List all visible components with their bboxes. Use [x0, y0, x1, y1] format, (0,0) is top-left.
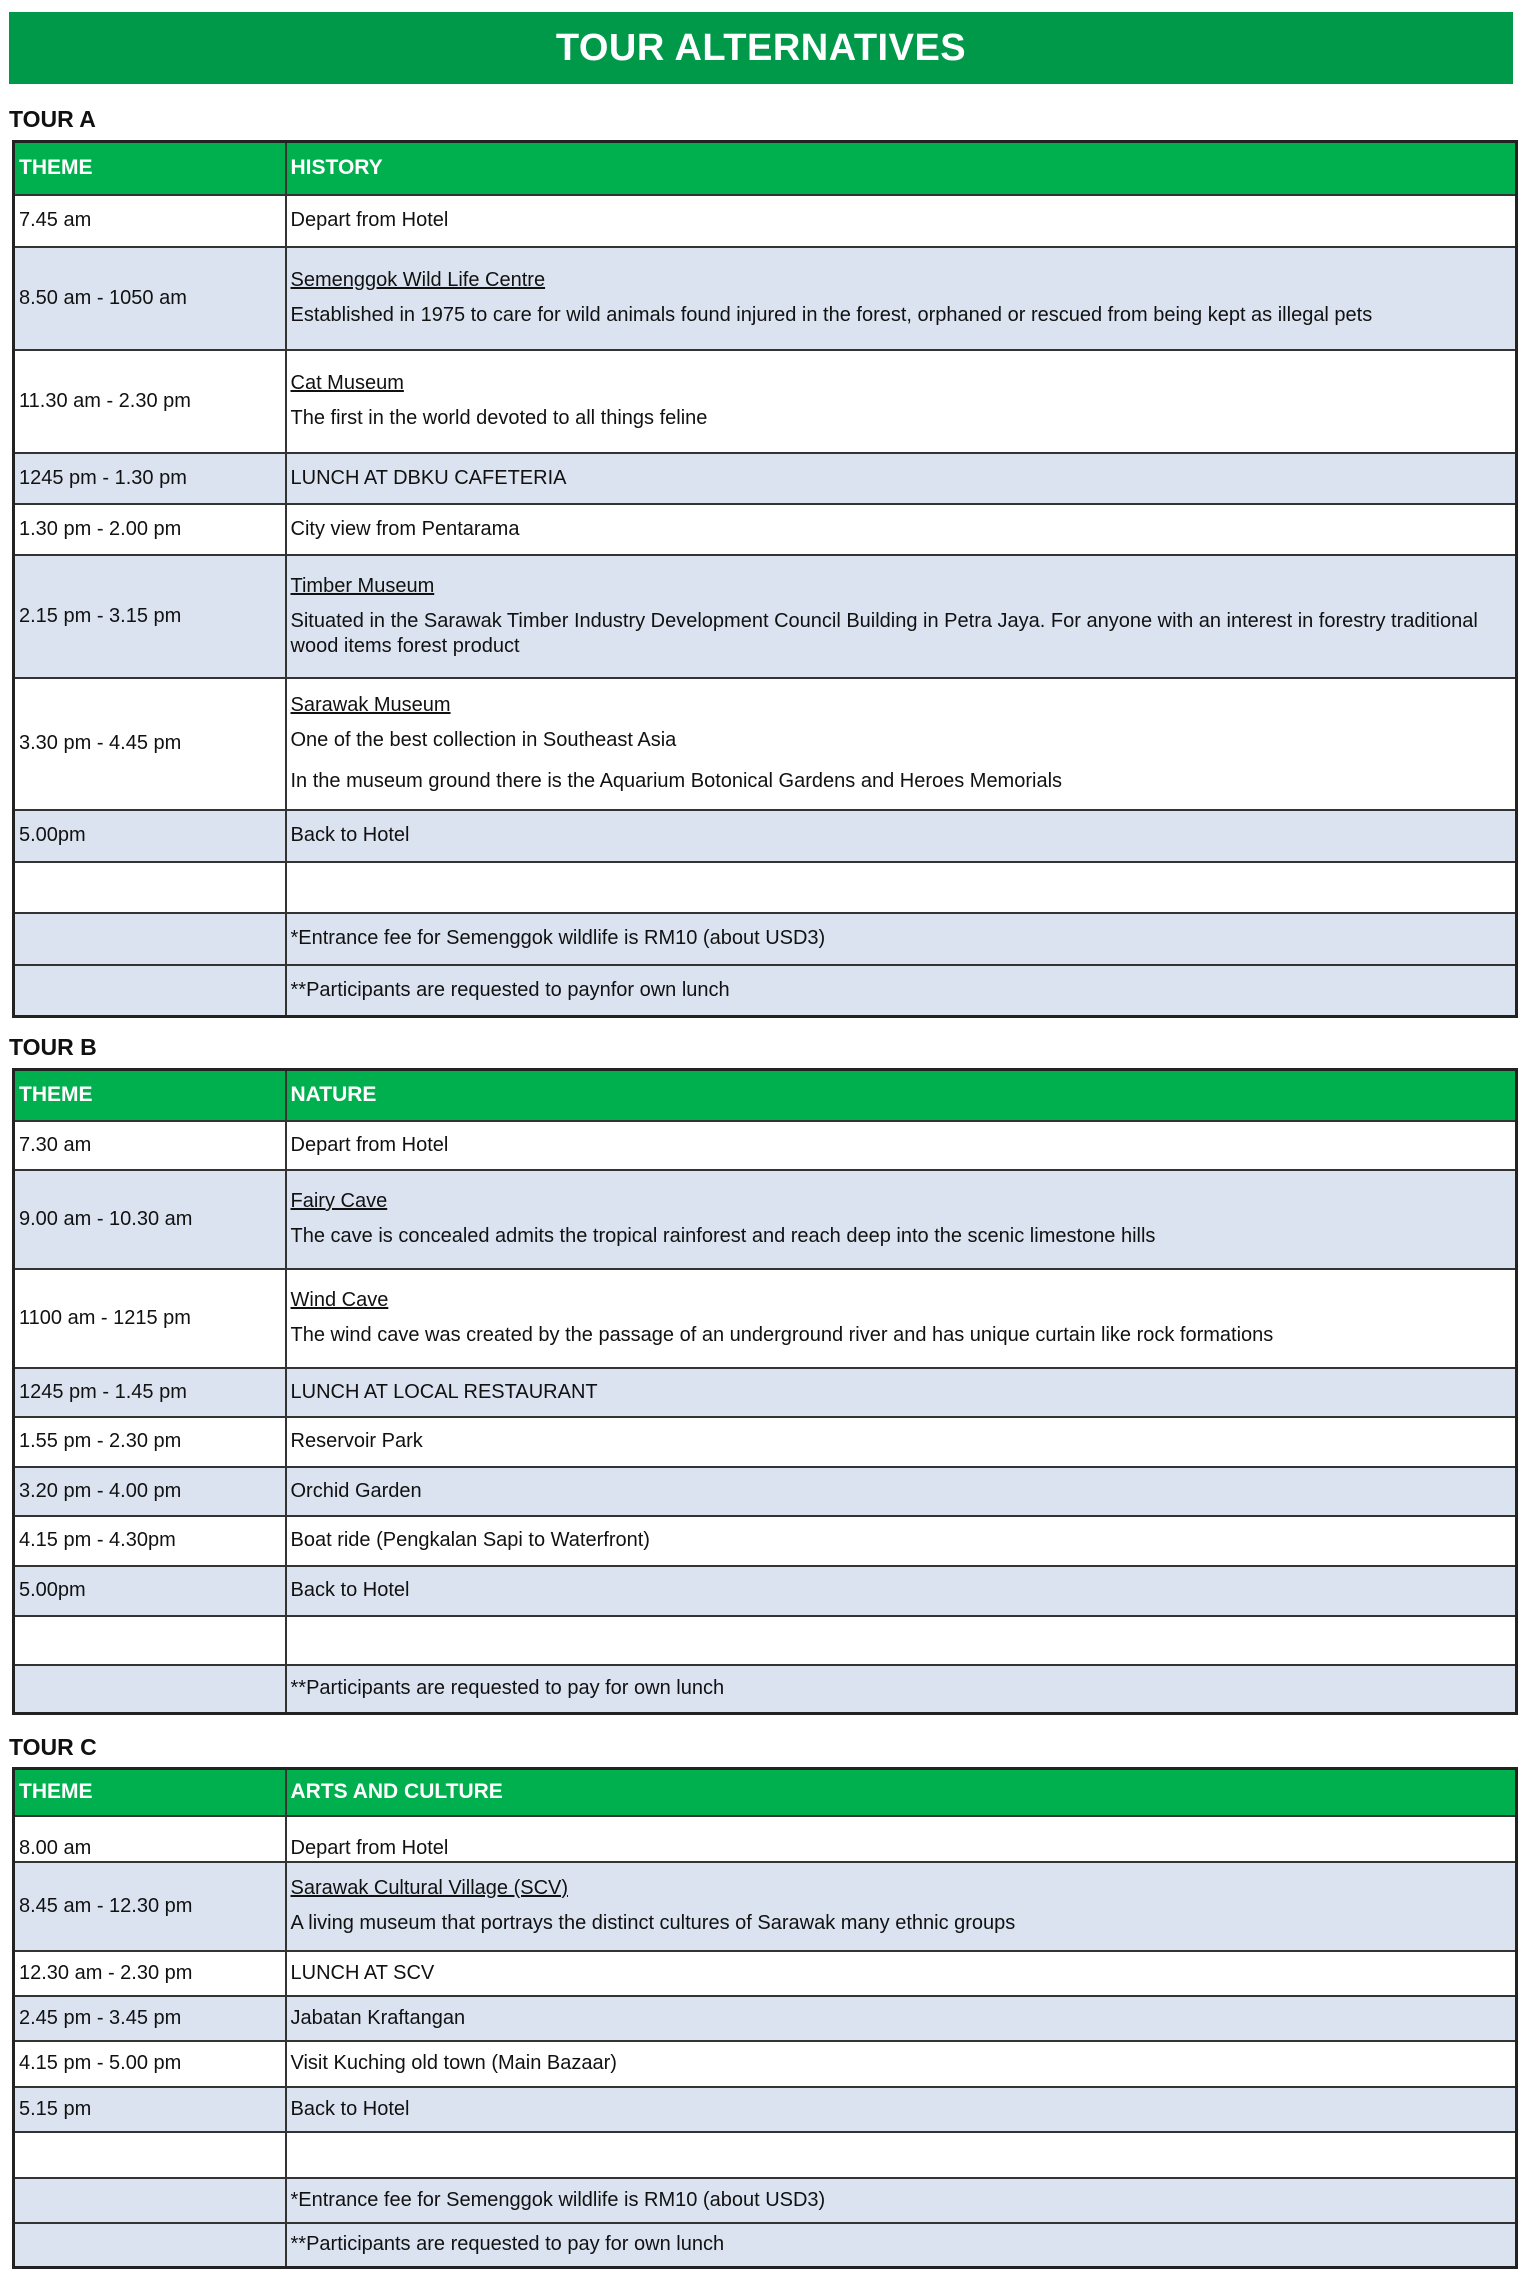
activity-description: Established in 1975 to care for wild animals found injured in the forest, orphaned or rescued from being kept as illegal pets	[290, 304, 1373, 326]
table-row	[14, 1269, 1517, 1368]
theme-value: ARTS AND CULTURE	[286, 1769, 1517, 1816]
time-cell	[14, 862, 286, 913]
table-header-row	[14, 142, 1517, 195]
table-row	[14, 1121, 1517, 1170]
time-cell: 3.20 pm - 4.00 pm	[14, 1467, 286, 1516]
activity-cell: City view from Pentarama	[286, 504, 1517, 555]
activity-title: Cat Museum	[290, 372, 404, 394]
table-row	[14, 1951, 1517, 1996]
activity-cell: Back to Hotel	[286, 1566, 1517, 1616]
table-row	[14, 862, 1517, 913]
page-title-banner	[9, 12, 1513, 84]
activity-cell	[286, 1170, 1517, 1269]
activity-cell: Orchid Garden	[286, 1467, 1517, 1516]
time-cell	[14, 965, 286, 1017]
activity-cell: LUNCH AT SCV	[286, 1951, 1517, 1996]
time-cell	[14, 2223, 286, 2268]
activity-cell: Back to Hotel	[286, 2087, 1517, 2132]
time-cell: 8.50 am - 1050 am	[14, 247, 286, 350]
activity-cell	[286, 350, 1517, 453]
activity-cell	[286, 2132, 1517, 2178]
table-row	[14, 1170, 1517, 1269]
activity-cell	[286, 1269, 1517, 1368]
activity-description: The first in the world devoted to all things feline	[290, 407, 708, 429]
time-cell: 9.00 am - 10.30 am	[14, 1170, 286, 1269]
tour-b-table	[12, 1068, 1518, 1715]
time-cell	[14, 2178, 286, 2223]
time-cell: 3.30 pm - 4.45 pm	[14, 678, 286, 810]
table-row	[14, 2223, 1517, 2268]
time-cell: 7.30 am	[14, 1121, 286, 1170]
time-cell: 4.15 pm - 5.00 pm	[14, 2041, 286, 2087]
table-row	[14, 810, 1517, 862]
note-cell: **Participants are requested to pay for own lunch	[286, 1665, 1517, 1714]
theme-header: THEME	[14, 142, 286, 195]
table-row	[14, 1368, 1517, 1417]
time-cell	[14, 913, 286, 965]
table-row	[14, 453, 1517, 504]
activity-cell: LUNCH AT LOCAL RESTAURANT	[286, 1368, 1517, 1417]
activity-cell: Back to Hotel	[286, 810, 1517, 862]
activity-cell: Visit Kuching old town (Main Bazaar)	[286, 2041, 1517, 2087]
time-cell	[14, 1616, 286, 1665]
time-cell: 12.30 am - 2.30 pm	[14, 1951, 286, 1996]
table-row	[14, 2132, 1517, 2178]
activity-cell: Reservoir Park	[286, 1417, 1517, 1467]
activity-description: A living museum that portrays the distinct cultures of Sarawak many ethnic groups	[290, 1912, 1016, 1934]
tour-c-label: TOUR C	[9, 1734, 97, 1760]
table-header-row	[14, 1769, 1517, 1816]
tour-c-table	[12, 1767, 1518, 2269]
table-row	[14, 1566, 1517, 1616]
table-row	[14, 1616, 1517, 1665]
activity-description: Situated in the Sarawak Timber Industry Development Council Building in Petra Jaya. For anyone with an interest in forestry traditional wood items forest product	[290, 609, 1478, 657]
activity-cell	[286, 678, 1517, 810]
table-row	[14, 555, 1517, 678]
note-cell: *Entrance fee for Semenggok wildlife is RM10 (about USD3)	[286, 2178, 1517, 2223]
table-row	[14, 1816, 1517, 1862]
time-cell: 7.45 am	[14, 195, 286, 247]
tour-b-label: TOUR B	[9, 1034, 97, 1060]
table-row	[14, 2041, 1517, 2087]
activity-description: The cave is concealed admits the tropical rainforest and reach deep into the scenic limestone hills	[290, 1225, 1156, 1247]
table-row	[14, 1417, 1517, 1467]
table-row	[14, 1665, 1517, 1714]
theme-value: NATURE	[286, 1070, 1517, 1121]
activity-cell: Boat ride (Pengkalan Sapi to Waterfront)	[286, 1516, 1517, 1566]
note-cell: **Participants are requested to pay for own lunch	[286, 2223, 1517, 2268]
tour-a-table	[12, 140, 1518, 1018]
activity-title: Timber Museum	[290, 574, 435, 597]
time-cell: 1.30 pm - 2.00 pm	[14, 504, 286, 555]
tour-a-label: TOUR A	[9, 106, 96, 132]
time-cell: 1.55 pm - 2.30 pm	[14, 1417, 286, 1467]
time-cell	[14, 1665, 286, 1714]
activity-cell: Depart from Hotel	[286, 1816, 1517, 1862]
activity-cell: Jabatan Kraftangan	[286, 1996, 1517, 2041]
activity-cell	[286, 1862, 1517, 1951]
activity-description: The wind cave was created by the passage of an underground river and has unique curtain like rock formations	[290, 1324, 1274, 1346]
time-cell: 2.45 pm - 3.45 pm	[14, 1996, 286, 2041]
time-cell: 1100 am - 1215 pm	[14, 1269, 286, 1368]
table-row	[14, 1862, 1517, 1951]
activity-title: Sarawak Cultural Village (SCV)	[290, 1877, 569, 1899]
activity-cell: LUNCH AT DBKU CAFETERIA	[286, 453, 1517, 504]
table-row	[14, 350, 1517, 453]
activity-cell: Depart from Hotel	[286, 195, 1517, 247]
activity-title: Semenggok Wild Life Centre	[290, 269, 546, 291]
activity-cell	[286, 862, 1517, 913]
time-cell: 5.00pm	[14, 810, 286, 862]
theme-header: THEME	[14, 1769, 286, 1816]
activity-description-extra: In the museum ground there is the Aquarium Botonical Gardens and Heroes Memorials	[290, 770, 1063, 792]
time-cell	[14, 2132, 286, 2178]
theme-value: HISTORY	[286, 142, 1517, 195]
time-cell: 4.15 pm - 4.30pm	[14, 1516, 286, 1566]
activity-cell	[286, 247, 1517, 350]
activity-cell	[286, 555, 1517, 678]
note-cell: *Entrance fee for Semenggok wildlife is RM10 (about USD3)	[286, 913, 1517, 965]
table-row	[14, 504, 1517, 555]
activity-title: Fairy Cave	[290, 1190, 388, 1212]
activity-cell: Depart from Hotel	[286, 1121, 1517, 1170]
table-row	[14, 247, 1517, 350]
table-row	[14, 913, 1517, 965]
table-header-row	[14, 1070, 1517, 1121]
activity-title: Sarawak Museum	[290, 694, 451, 716]
table-row	[14, 678, 1517, 810]
time-cell: 5.00pm	[14, 1566, 286, 1616]
table-row	[14, 195, 1517, 247]
table-row	[14, 1996, 1517, 2041]
time-cell: 8.00 am	[14, 1816, 286, 1862]
time-cell: 2.15 pm - 3.15 pm	[14, 555, 286, 678]
page-title: TOUR ALTERNATIVES	[555, 26, 967, 69]
activity-description: One of the best collection in Southeast Asia	[290, 729, 677, 751]
table-row	[14, 1516, 1517, 1566]
time-cell: 11.30 am - 2.30 pm	[14, 350, 286, 453]
time-cell: 5.15 pm	[14, 2087, 286, 2132]
table-row	[14, 1467, 1517, 1516]
table-row	[14, 2178, 1517, 2223]
theme-header: THEME	[14, 1070, 286, 1121]
time-cell: 8.45 am - 12.30 pm	[14, 1862, 286, 1951]
table-row	[14, 965, 1517, 1017]
table-row	[14, 2087, 1517, 2132]
time-cell: 1245 pm - 1.30 pm	[14, 453, 286, 504]
activity-title: Wind Cave	[290, 1289, 389, 1311]
time-cell: 1245 pm - 1.45 pm	[14, 1368, 286, 1417]
note-cell: **Participants are requested to paynfor own lunch	[286, 965, 1517, 1017]
activity-cell	[286, 1616, 1517, 1665]
